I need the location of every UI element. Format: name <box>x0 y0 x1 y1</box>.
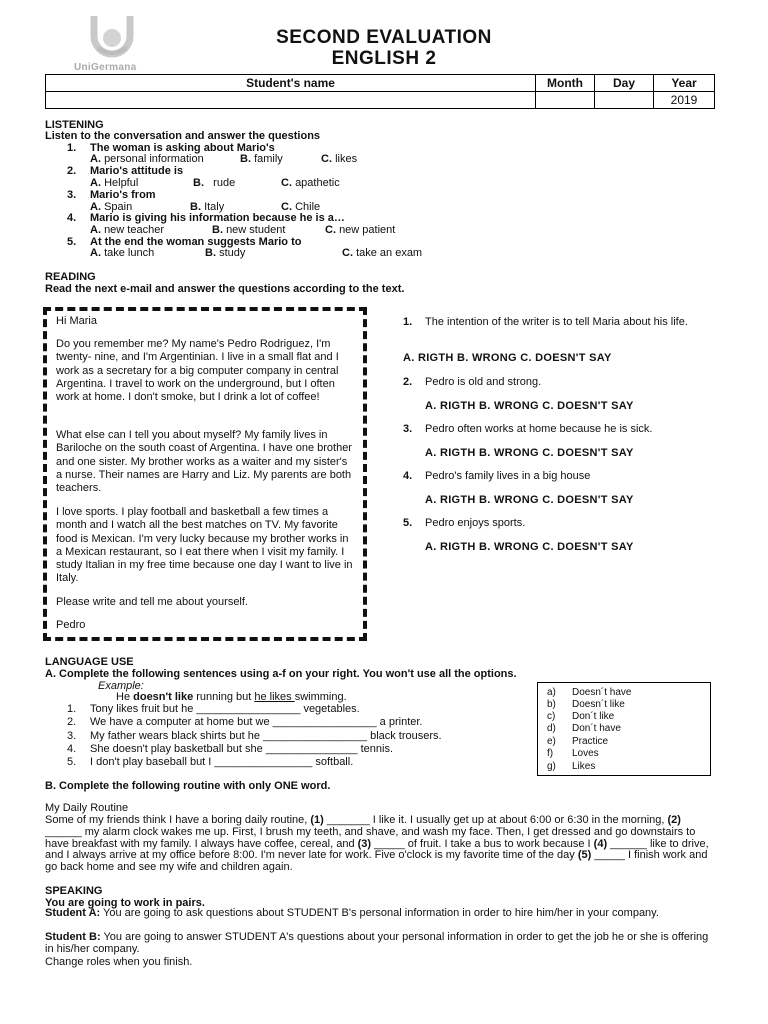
listening-heading: LISTENING <box>45 119 104 131</box>
student-name-field[interactable] <box>46 92 536 109</box>
day-field[interactable] <box>595 92 654 109</box>
option-letter: B. <box>190 201 201 213</box>
sentence-5[interactable]: I don't play baseball but I ________________ softball. <box>90 756 354 768</box>
example-pre: He <box>116 691 134 703</box>
listening-q3-number: 3. <box>67 189 77 201</box>
reading-q3-number: 3. <box>403 423 413 435</box>
listening-q2-option-b[interactable]: rude <box>213 177 236 189</box>
reading-q3-options[interactable]: A. RIGTH B. WRONG C. DOESN'T SAY <box>425 447 634 459</box>
language-use-part-a: A. Complete the following sentences using a-f on your right. You won't use all the options. <box>45 668 517 680</box>
reading-q2-text: Pedro is old and strong. <box>425 376 542 388</box>
option-g: g) Likes <box>547 761 596 772</box>
listening-q4-option-c[interactable]: new patient <box>339 224 396 236</box>
listening-q4-number: 4. <box>67 212 77 224</box>
option-letter: C. <box>281 177 292 189</box>
reading-q2-options[interactable]: A. RIGTH B. WRONG C. DOESN'T SAY <box>425 400 634 412</box>
option-letter: A. <box>90 177 101 189</box>
header-student-name: Student's name <box>46 75 536 92</box>
title-line-1: SECOND EVALUATION <box>276 27 492 48</box>
option-letter: A. <box>90 224 101 236</box>
reading-q5-text: Pedro enjoys sports. <box>425 517 526 529</box>
option-letter: C. <box>281 201 292 213</box>
student-info-table <box>45 74 715 109</box>
title-line-2: ENGLISH 2 <box>331 48 437 69</box>
reading-q1-text: The intention of the writer is to tell Maria about his life. <box>425 316 688 328</box>
email-paragraph-1: Do you remember me? My name's Pedro Rodriguez, I'm twenty- nine, and I'm Argentinian. I live in a small flat and I work as a secretary for a big computer company in central Argentina. I travel to work on the underground, but I often work at home. I don't smoke, but I drink a lot of coffee! <box>56 338 339 404</box>
example-mid: running but <box>193 691 255 703</box>
option-letter: B. <box>240 153 251 165</box>
listening-q4-option-a[interactable]: new teacher <box>104 224 164 236</box>
option-letter: B. <box>205 247 216 259</box>
reading-heading: READING <box>45 271 96 283</box>
example-label: Example: <box>98 680 144 692</box>
listening-q1-number: 1. <box>67 142 77 154</box>
listening-q2-number: 2. <box>67 165 77 177</box>
listening-q2-option-a[interactable]: Helpful <box>104 177 139 189</box>
option-letter: B. <box>193 177 204 189</box>
listening-q1-option-b[interactable]: family <box>254 153 283 165</box>
email-greeting: Hi Maria <box>56 315 97 327</box>
option-letter: C. <box>321 153 332 165</box>
year-field[interactable]: 2019 <box>654 92 715 109</box>
month-field[interactable] <box>536 92 595 109</box>
reading-q4-options[interactable]: A. RIGTH B. WRONG C. DOESN'T SAY <box>425 494 634 506</box>
option-letter: A. <box>90 201 101 213</box>
header-day: Day <box>595 75 654 92</box>
routine-paragraph[interactable]: Some of my friends think I have a boring daily routine, (1) _______ I like it. I usually get up at about 6:00 or 6:30 in the morning, (2) ______ my alarm clock wakes me up. First, I brush my teeth, and shave, and wash my face. Then, I get dressed and go downstairs to have breakfast with my family. I always have coffee, cereal, and (3) _____ of fruit. I take a bus to work because I (4) ______ like to drive, and I always arrive at my office before 8:00. I'm never late for work. Five o'clock is my favorite time of the day (5) _____ I finish work and go back home and see my wife and children again. <box>45 814 709 874</box>
reading-q3-text: Pedro often works at home because he is sick. <box>425 423 653 435</box>
student-b-instructions: Student B: You are going to answer STUDENT A's questions about your personal information in order to get the job he or she is offering in his/her company. <box>45 931 709 955</box>
routine-title: My Daily Routine <box>45 802 129 814</box>
option-a: a) Doesn´t have <box>547 687 632 698</box>
email-paragraph-3: I love sports. I play football and basketball a few times a month and I watch all the best matches on TV. My favorite food is Mexican. I'm very lucky because my brother works in a Mexican restaurant, so I eat there when I visit my family. I study Italian in my free time because one day I want to live in Italy. <box>56 506 353 585</box>
sentence-1[interactable]: Tony likes fruit but he _________________ vegetables. <box>90 703 360 715</box>
listening-q5-option-a[interactable]: take lunch <box>104 247 155 259</box>
listening-instruction: Listen to the conversation and answer the questions <box>45 130 321 142</box>
listening-q3-text: Mario's from <box>90 189 156 201</box>
option-letter: A. <box>90 153 101 165</box>
sentence-4-number: 4. <box>67 743 77 755</box>
option-letter: C. <box>325 224 336 236</box>
listening-q5-option-b[interactable]: study <box>219 247 246 259</box>
student-a-instructions: Student A: You are going to ask questions about STUDENT B's personal information in order to hire him/her in your company. <box>45 907 659 919</box>
sentence-5-number: 5. <box>67 756 77 768</box>
header-year: Year <box>654 75 715 92</box>
listening-q5-option-c[interactable]: take an exam <box>356 247 423 259</box>
sentence-2[interactable]: We have a computer at home but we _________________ a printer. <box>90 716 423 728</box>
option-letter: C. <box>342 247 353 259</box>
header-month: Month <box>536 75 595 92</box>
speaking-heading: SPEAKING <box>45 885 103 897</box>
speaking-closing: Change roles when you finish. <box>45 956 193 968</box>
logo-text: UniGermana <box>74 62 137 73</box>
reading-q5-options[interactable]: A. RIGTH B. WRONG C. DOESN'T SAY <box>425 541 634 553</box>
listening-q3-option-a[interactable]: Spain <box>104 201 133 213</box>
language-use-heading: LANGUAGE USE <box>45 656 134 668</box>
option-letter: B. <box>212 224 223 236</box>
listening-q2-text: Mario's attitude is <box>90 165 184 177</box>
listening-q1-text: The woman is asking about Mario's <box>90 142 275 154</box>
reading-q1-number: 1. <box>403 316 413 328</box>
reading-q4-number: 4. <box>403 470 413 482</box>
email-paragraph-2: What else can I tell you about myself? My family lives in Bariloche on the south coast of Argentina. I have one brother and one sister. My brother works as a waiter and my sister's a nurse. Their names are Harry and Liz. My parents are both teachers. <box>56 429 352 495</box>
listening-q3-option-b[interactable]: Italy <box>204 201 225 213</box>
example-sentence <box>116 691 347 703</box>
example-bold: doesn't like <box>133 691 194 703</box>
reading-q1-options[interactable]: A. RIGTH B. WRONG C. DOESN'T SAY <box>403 352 612 364</box>
listening-q1-option-a[interactable]: personal information <box>104 153 204 165</box>
sentence-3-number: 3. <box>67 730 77 742</box>
option-f: f) Loves <box>547 748 599 759</box>
example-post: swimming. <box>294 691 347 703</box>
speaking-instruction: You are going to work in pairs. <box>45 897 205 909</box>
option-e: e) Practice <box>547 736 609 747</box>
option-b: b) Doesn´t like <box>547 699 625 710</box>
sentence-1-number: 1. <box>67 703 77 715</box>
reading-q2-number: 2. <box>403 376 413 388</box>
language-use-part-b: B. Complete the following routine with only ONE word. <box>45 780 331 792</box>
listening-q4-text: Mario is giving his information because he is a… <box>90 212 345 224</box>
reading-instruction: Read the next e-mail and answer the questions according to the text. <box>45 283 405 295</box>
option-letter: A. <box>90 247 101 259</box>
sentence-3[interactable]: My father wears black shirts but he _________________ black trousers. <box>90 730 442 742</box>
reading-q5-number: 5. <box>403 517 413 529</box>
listening-q4-option-b[interactable]: new student <box>226 224 286 236</box>
sentence-4[interactable]: She doesn't play basketball but she _______________ tennis. <box>90 743 394 755</box>
example-answer: he likes <box>254 691 295 703</box>
reading-q4-text: Pedro's family lives in a big house <box>425 470 591 482</box>
email-signature: Pedro <box>56 619 86 631</box>
listening-q3-option-c[interactable]: Chile <box>295 201 321 213</box>
email-paragraph-4: Please write and tell me about yourself. <box>56 596 248 608</box>
sentence-2-number: 2. <box>67 716 77 728</box>
option-c: c) Don´t like <box>547 711 615 722</box>
listening-q2-option-c[interactable]: apathetic <box>295 177 340 189</box>
listening-q5-text: At the end the woman suggests Mario to <box>90 236 302 248</box>
listening-q5-number: 5. <box>67 236 77 248</box>
option-d: d) Don´t have <box>547 723 621 734</box>
listening-q1-option-c[interactable]: likes <box>335 153 358 165</box>
